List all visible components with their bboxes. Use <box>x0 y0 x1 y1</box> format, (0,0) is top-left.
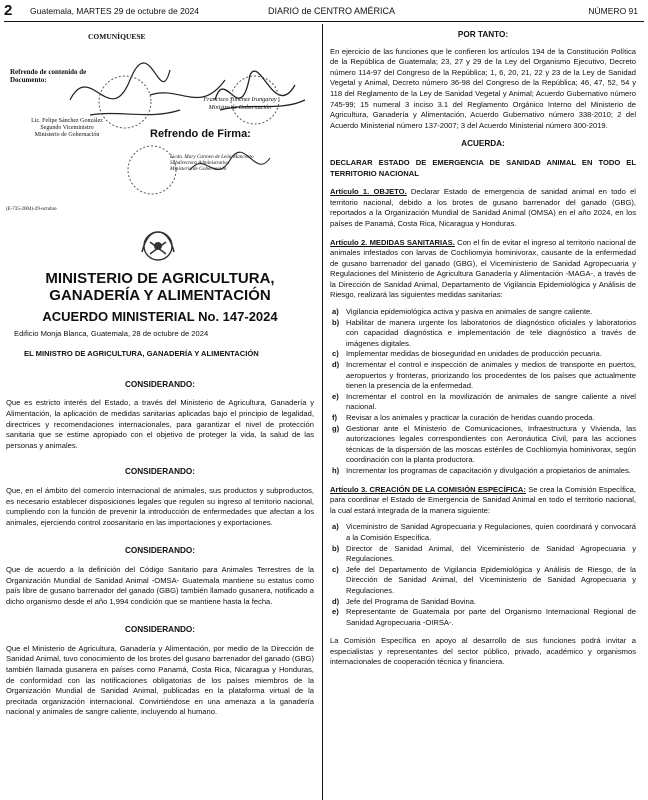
column-divider <box>322 24 323 800</box>
por-tanto-text: En ejercicio de las funciones que le confieren los artículos 194 de la Constitución Política de la República de Guatemala; 23, 27 y 29 de la Ley del Organismo Ejecutivo, Decreto número 114-97 del Congreso de la República; 1, 6, 20, 21, 22 y 23 de la Ley de Sanidad Vegetal y Animal, Decreto número 36-98 del Congreso de la República; 46, 47, 52, 54 y 118 del Reglamento de la Ley de Sanidad Vegetal y Animal; Acuerdo Gubernativo número 745-99; 15 numeral 3 inciso 3.1 del Reglamento Orgánico Interno del Ministerio de Agricultura, Ganadería y Alimentación, Acuerdo Gubernativo número 338-2010; 2 del Acuerdo Ministerial número 137-2007; 3 del Acuerdo Ministerial número 300-2019. <box>330 46 636 130</box>
article-1-title: Artículo 1. OBJETO. <box>330 187 407 197</box>
considerando-1-text: Que es estricto interés del Estado, a través del Ministerio de Agricultura, Ganadería y Alimentación, la aplicación de medidas sanitarias aplicadas bajo el principio de legalidad, directrices y recomendaciones internacionales, para garantizar el nivel de protección sanitaria que se estime apropiado con el objetivo de proteger la vida, la salud de las personas y animales. <box>6 398 314 450</box>
firmante1-role1: Segundo Viceministro <box>40 125 94 131</box>
list-item: b) Habilitar de manera urgente los laboratorios de diagnóstico oficiales y laboratorios con capacidad diagnóstica e implementación de tele diagnóstico a través de imágenes digitales. <box>332 317 636 348</box>
article-3-title: Artículo 3. CREACIÓN DE LA COMISIÓN ESPECÍFICA: <box>330 484 526 494</box>
firmante3-role2: Ministerio de Gobernación <box>170 166 227 172</box>
considerando-4-text: Que el Ministerio de Agricultura, Ganadería y Alimentación, por medio de la Dirección de Sanidad Animal, tuvo conocimiento de los brotes del gusano barrenador del ganado (GBG) también llamada gusanera en países como Panamá, Costa Rica, Nicaragua y Honduras, de conformidad con las notificaciones obligatorias de los países miembros de la Organización Mundial de Sanidad Animal, publicadas en la plataforma virtual de la precitada organización internacional. Convirtiéndose en una amenaza a la ganadería nacional y animales de sangre caliente, incluyendo al humano. <box>6 643 314 717</box>
list-item: b) Director de Sanidad Animal, del Viceministerio de Sanidad Agropecuaria y Regulaciones. <box>332 543 636 564</box>
coat-of-arms-icon <box>138 226 178 266</box>
firmante3-role1: Subdirectora Administrativa <box>170 160 229 166</box>
list-item: e) Incrementar el control en la movilización de animales de sangre caliente a nivel nacional. <box>332 391 636 412</box>
article-2-text: Con el fin de evitar el ingreso al territorio nacional de animales infestados con larvas de Cochliomyia hominivorax, causante de la enfermedad de gusano barrenador del ganado (GBG), el Viceministerio de Sanidad Agropecuaria y Regulaciones del Ministerio de Agricultura Ganadería y Alimentación -MAGA-, a través de la Dirección de Sanidad Animal, Departamento de Vigilancia Epidemiológica y Análisis de Riesgo, realizará las siguientes medidas sanitarias: <box>330 237 636 300</box>
closing-paragraph: La Comisión Específica en apoyo al desarrollo de sus funciones podrá invitar a especialistas y representantes del sector público, privado, académico y organismos internacionales de cooperación técnica y financiera. <box>330 636 636 667</box>
article-1 <box>330 187 636 229</box>
article-2 <box>330 238 636 302</box>
list-item: f) Revisar a los animales y practicar la curación de heridas cuando proceda. <box>332 413 595 422</box>
left-column <box>6 270 314 718</box>
issue-date: Guatemala, MARTES 29 de octubre de 2024 <box>30 6 199 16</box>
place-date: Edificio Monja Blanca, Guatemala, 28 de octubre de 2024 <box>14 328 209 338</box>
refrendo-contenido-label: Refrendo de contenido de Documento: <box>10 68 87 84</box>
list-item: c) Implementar medidas de bioseguridad en unidades de producción pecuaria. <box>332 349 602 359</box>
firmante3-name: Licda. Mary Carmen de León Mancento <box>170 154 254 160</box>
list-item: g) Gestionar ante el Ministerio de Comunicaciones, Infraestructura y Vivienda, las autorizaciones legales correspondientes con Aeronáutica Civil, para las acciones técnicas de la dispersión de las moscas estériles de Cochliomyia hominivorax, según coordinación con la planta productora. <box>332 423 636 465</box>
list-item: e) Representante de Guatemala por parte del Organismo Internacional Regional de Sanidad Agropecuaria -OIRSA-. <box>332 607 636 627</box>
considerando-2-text: Que, en el ámbito del comercio internacional de animales, sus productos y subproductos, es necesario establecer disposiciones legales que regulen su ingreso al territorio nacional, cumpliendo con la función de prevenir la introducción de enfermedades que afectan a los animales, ejerciendo control zoosanitario en las importaciones y exportaciones. <box>6 485 314 527</box>
list-item: c) Jefe del Departamento de Vigilancia Epidemiológica y Análisis de Riesgo, de la Dirección de Sanidad Animal, del Viceministerio de Sanidad Agropecuaria y Regulaciones. <box>332 564 636 595</box>
article-3 <box>330 485 636 517</box>
article-3-text: Se crea la Comisión Específica, para coordinar el Estado de Emergencia de Sanidad Animal en todo el territorio nacional, la cual estará integrada de la manera siguiente: <box>330 484 637 515</box>
list-item: a) Viceministro de Sanidad Agropecuaria y Regulaciones, quien coordinará y convocará a la Comisión Específica. <box>332 522 636 542</box>
header-rule <box>4 21 644 22</box>
list-item: d) Jefe del Programa de Sanidad Bovina. <box>332 596 477 606</box>
article-2-title: Artículo 2. MEDIDAS SANITARIAS. <box>330 237 455 247</box>
firmante1-role2: Ministerio de Gobernación <box>34 132 100 138</box>
considerando-3-heading: CONSIDERANDO: <box>124 546 196 556</box>
article-2-list <box>330 307 636 477</box>
firmante1-name: Lic. Felipe Sánchez González <box>31 118 103 124</box>
article-1-text: Declarar Estado de emergencia de sanidad animal en todo el territorio nacional, debido a los brotes de gusano barrenador del ganado (GBG), reportados a la Organización Mundial de Sanidad Animal (OMSA) en el año 2024, en los países de Panamá, Costa Rica, Nicaragua y Honduras. <box>330 187 636 228</box>
list-item: a) Vigilancia epidemiológica activa y pasiva en animales de sangre caliente. <box>332 307 593 317</box>
declarar-heading: DECLARAR ESTADO DE EMERGENCIA DE SANIDAD ANIMAL EN TODO EL TERRITORIO NACIONAL <box>330 157 636 178</box>
issue-number: NÚMERO 91 <box>588 6 638 16</box>
acuerda-heading: ACUERDA: <box>461 139 505 149</box>
firmante2-name: Francisco Jiménez Irungaray <box>203 96 277 103</box>
considerando-4-heading: CONSIDERANDO: <box>124 625 196 635</box>
considerando-1-heading: CONSIDERANDO: <box>124 379 196 389</box>
considerando-2-heading: CONSIDERANDO: <box>124 467 196 477</box>
minister-heading: EL MINISTRO DE AGRICULTURA, GANADERÍA Y ALIMENTACIÓN <box>24 349 259 359</box>
acuerdo-title: ACUERDO MINISTERIAL No. 147-2024 <box>42 309 278 324</box>
page-number: 2 <box>4 2 13 19</box>
considerando-3-text: Que de acuerdo a la definición del Código Sanitario para Animales Terrestres de la Organización Mundial de Sanidad Animal -OMSA- Guatemala mantiene su estatus como país libre de gusano barrenador del ganado (GBG) también llamado gusanera, notificado a dicho organismo desde el año 1,994 condición que se mantiene hasta la fecha. <box>6 564 314 606</box>
list-item: h) Incrementar los programas de capacitación y divulgación a propietarios de animales. <box>332 465 631 475</box>
page-header <box>0 0 648 22</box>
article-3-list <box>330 522 636 628</box>
comuniquese-label: COMUNÍQUESE <box>88 32 146 41</box>
list-item: d) Incrementar el control e inspección de animales y medios de transporte en puertos, aeropuertos y fronteras, priorizando los procedentes de los países que actualmente tienen la presencia de la enfermedad. <box>332 360 636 391</box>
refrendo-firma-label: Refrendo de Firma: <box>150 128 251 140</box>
por-tanto-heading: POR TANTO: <box>457 30 509 39</box>
right-column <box>330 30 636 668</box>
reference-code: (E-735-2004)-29-octubre <box>6 207 57 212</box>
newspaper-title: DIARIO de CENTRO AMÉRICA <box>268 6 396 16</box>
ministry-title: MINISTERIO DE AGRICULTURA, GANADERÍA Y ALIMENTACIÓN <box>45 270 275 304</box>
firmante2-role: Ministro de Gobernación <box>208 103 272 111</box>
